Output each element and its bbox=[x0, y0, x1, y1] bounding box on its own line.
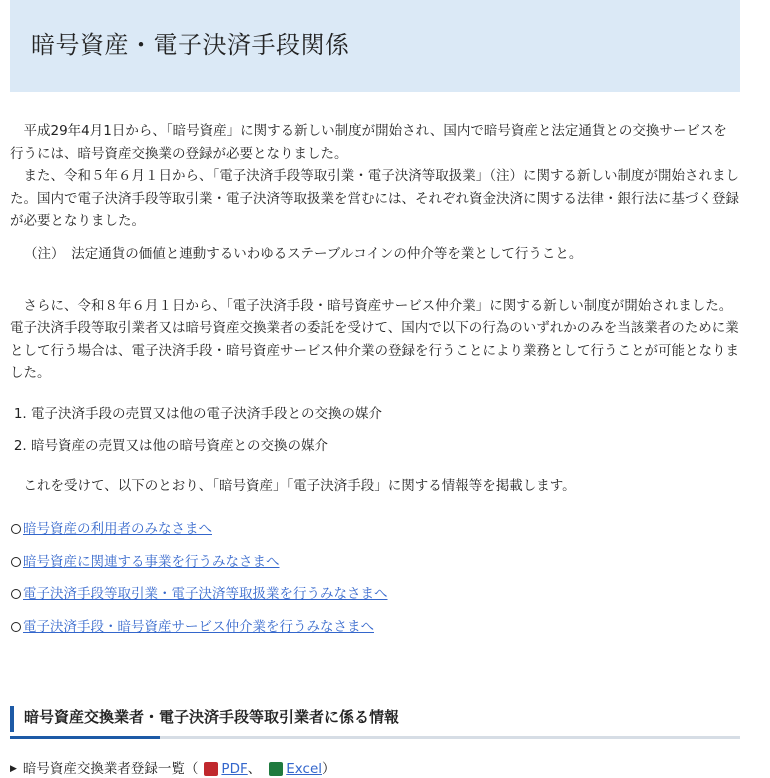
link-row bbox=[10, 518, 740, 540]
circle-bullet-icon bbox=[11, 524, 21, 534]
list-item: 2. 暗号資産の売買又は他の暗号資産との交換の媒介 bbox=[31, 435, 740, 457]
audience-links bbox=[10, 518, 740, 638]
intro-paragraph-1: 平成29年4月1日から、「暗号資産」に関する新しい制度が開始され、国内で暗号資産と法定通貨との交換サービスを行うには、暗号資産交換業の登録が必要となりました。 bbox=[10, 123, 727, 162]
circle-bullet-icon bbox=[11, 557, 21, 567]
registry-excel-link[interactable]: Excel bbox=[286, 761, 322, 777]
link-crypto-users[interactable]: 暗号資産の利用者のみなさまへ bbox=[23, 521, 212, 537]
section-divider bbox=[10, 736, 740, 739]
registry-list-item bbox=[10, 760, 336, 778]
registry-close: ） bbox=[322, 761, 336, 777]
intro-paragraph-4: これを受けて、以下のとおり、「暗号資産」「電子決済手段」に関する情報等を掲載します。 bbox=[23, 477, 576, 494]
triangle-bullet-icon: ▶ bbox=[10, 764, 17, 774]
link-crypto-businesses[interactable]: 暗号資産に関連する事業を行うみなさまへ bbox=[23, 553, 280, 570]
page-title: 暗号資産・電子決済手段関係 bbox=[31, 31, 350, 59]
registry-pdf-link[interactable]: PDF bbox=[221, 761, 248, 777]
page-title-banner bbox=[10, 0, 740, 92]
registry-separator: 、 bbox=[247, 761, 262, 777]
pdf-icon bbox=[204, 762, 218, 776]
link-row bbox=[10, 551, 740, 573]
excel-icon bbox=[269, 762, 283, 776]
intro-note: （注） 法定通貨の価値と連動するいわゆるステーブルコインの仲介等を業として行うこと。 bbox=[24, 245, 583, 262]
link-row bbox=[10, 583, 740, 605]
section-divider-accent bbox=[10, 736, 160, 739]
link-e-payment-businesses[interactable]: 電子決済手段等取引業・電子決済等取扱業を行うみなさまへ bbox=[23, 586, 388, 602]
intro-paragraph-2: また、令和５年６月１日から、「電子決済手段等取引業・電子決済等取扱業」（注）に関する新しい制度が開始されました。国内で電子決済手段等取引業・電子決済等取扱業を営むには、それぞれ資金決済に関する法律・銀行法に基づく登録が必要となりました。 bbox=[10, 168, 739, 229]
intro-paragraph-3: さらに、令和８年６月１日から、「電子決済手段・暗号資産サービス仲介業」に関する新しい制度が開始されました。電子決済手段等取引業者又は暗号資産交換業者の委託を受けて、国内で以下の行為のいずれかのみを当該業者のために業として行う場合は、電子決済手段・暗号資産サービス仲介業の登録を行うことにより業務として行うことが可能となりました。 bbox=[10, 297, 739, 381]
list-item: 1. 電子決済手段の売買又は他の電子決済手段との交換の媒介 bbox=[31, 403, 740, 425]
page bbox=[10, 0, 740, 777]
registry-label: 暗号資産交換業者登録一覧（ bbox=[22, 761, 199, 777]
intermediary-activity-list bbox=[10, 403, 740, 457]
circle-bullet-icon bbox=[11, 589, 21, 599]
section-heading: 暗号資産交換業者・電子決済手段等取引業者に係る情報 bbox=[10, 706, 740, 732]
link-row bbox=[10, 616, 740, 638]
link-service-intermediaries[interactable]: 電子決済手段・暗号資産サービス仲介業を行うみなさまへ bbox=[23, 618, 374, 635]
circle-bullet-icon bbox=[11, 622, 21, 632]
